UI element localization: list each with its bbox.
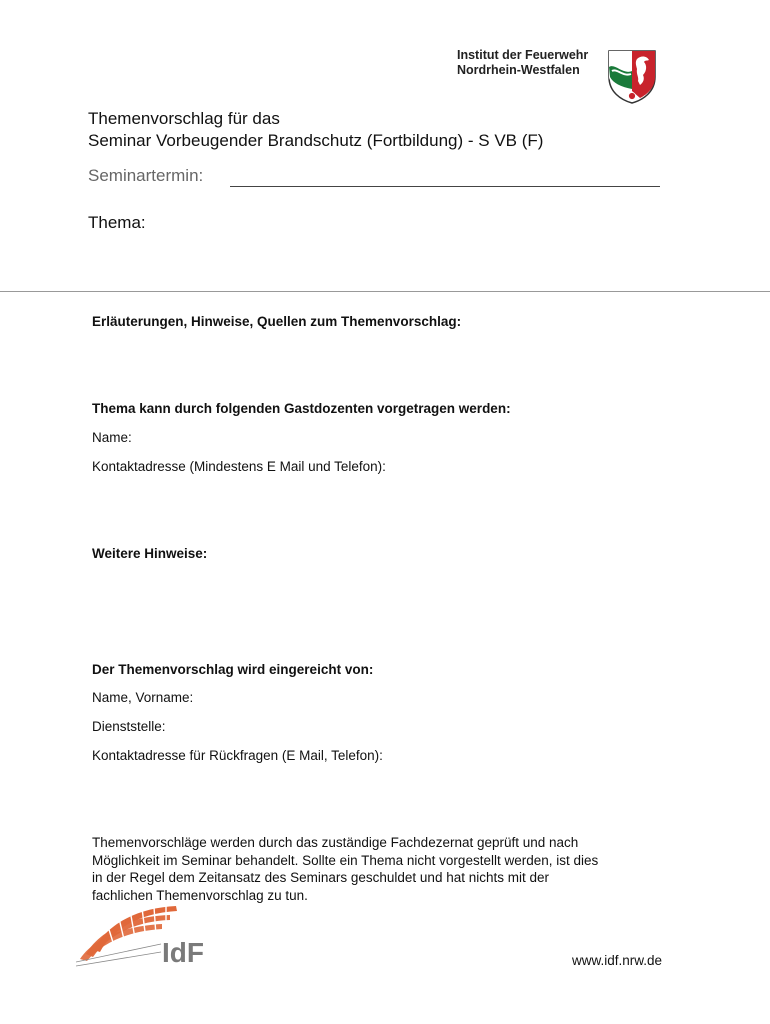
seminartermin-label: Seminartermin:: [88, 166, 204, 185]
nrw-crest-icon: [603, 47, 661, 105]
submitter-name-label: Name, Vorname:: [92, 690, 194, 705]
explanations-heading: Erläuterungen, Hinweise, Quellen zum Themenvorschlag:: [92, 314, 462, 329]
document-title: [88, 108, 543, 152]
notice-paragraph: [92, 834, 692, 904]
website-url[interactable]: www.idf.nrw.de: [572, 953, 663, 968]
submitted-by-heading: Der Themenvorschlag wird eingereicht von:: [92, 662, 374, 677]
section-divider: [0, 291, 770, 292]
institute-name-line1: Institut der Feuerwehr: [457, 48, 589, 62]
notice-line2: Möglichkeit im Seminar behandelt. Sollte ein Thema nicht vorgestellt werden, ist dies: [92, 852, 599, 868]
notice-line1: Themenvorschläge werden durch das zuständige Fachdezernat geprüft und nach: [92, 835, 579, 850]
guest-name-label: Name:: [92, 430, 132, 445]
idf-logo-text: IdF: [162, 937, 204, 968]
institute-name: [457, 48, 607, 78]
submitter-contact-label: Kontaktadresse für Rückfragen (E Mail, Telefon):: [92, 748, 383, 763]
thema-label: Thema:: [88, 213, 146, 232]
submitter-office-label: Dienststelle:: [92, 719, 166, 734]
further-notes-heading: Weitere Hinweise:: [92, 546, 208, 561]
title-line1: Themenvorschlag für das: [88, 109, 280, 128]
institute-name-line2: Nordrhein-Westfalen: [457, 63, 580, 77]
seminartermin-field-line[interactable]: [230, 186, 660, 187]
idf-logo: [76, 900, 226, 970]
notice-line3: in der Regel dem Zeitansatz des Seminars geschuldet und hat nichts mit der: [92, 870, 549, 885]
notice-line4: fachlichen Themenvorschlag zu tun.: [92, 887, 308, 903]
guest-lecturer-heading: Thema kann durch folgenden Gastdozenten vorgetragen werden:: [92, 401, 511, 416]
title-line2: Seminar Vorbeugender Brandschutz (Fortbildung) - S VB (F): [88, 131, 544, 150]
guest-contact-label: Kontaktadresse (Mindestens E Mail und Telefon):: [92, 459, 386, 474]
